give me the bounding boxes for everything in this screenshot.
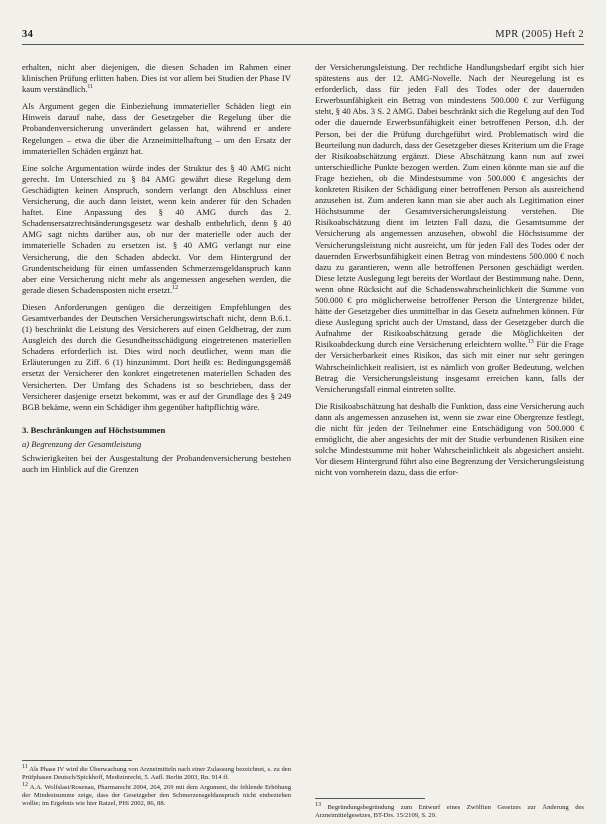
paragraph: Schwierigkeiten bei der Ausgestaltung der Probandenversicherung bestehen auch im Hinblick auf die Grenzen	[22, 453, 291, 475]
page-number: 34	[22, 29, 34, 40]
footnotes-left	[22, 752, 291, 810]
footnote-ref: 11	[87, 84, 94, 91]
footnote-ref: 13	[527, 339, 534, 346]
subsection-heading: a) Begrenzung der Gesamtleistung	[22, 438, 142, 449]
paragraph-text: erhalten, nicht aber diejenigen, die diesen Schaden im Rahmen einer klinischen Prüfung erlitten haben. Dies ist vor allem bei Studien der Phase IV kaum verständlich.	[22, 62, 291, 95]
running-header	[22, 22, 584, 45]
footnotes-right	[315, 790, 584, 822]
paragraph-text: Eine solche Argumentation würde indes der Struktur des § 40 AMG nicht gerecht. Im Unterschied zu § 84 AMG gewährt diese Regelung dem Geschädigten keinen Anspruch, sondern verlangt den Abschluss einer Versicherung, die auch dann leistet, wenn kein anderer für den Schaden haftet. Eine Anpassung des § 40 AMG durch das 2. Schadensersatzrechtsänderungsgesetz war deshalb entbehrlich, denn § 40 AMG sagt nichts darüber aus, ob nur der materielle oder auch der immaterielle Schaden zu ersetzen ist. § 40 AMG verlangt nur eine Versicherung, die den Schaden abdeckt. Vor dem Hintergrund der Grundentscheidung für einen umfassenden Schmerzensgeldanspruch kann aber eine Versicherung nicht mehr als angemessen angesehen werden, die gerade diesen Schadensposten nicht ersetzt.	[22, 162, 291, 295]
footnote-divider	[22, 760, 132, 761]
paragraph-text: der Versicherungsleistung. Der rechtliche Handlungsbedarf ergibt sich hier spätestens aus der 12. AMG-Novelle. Nach der Neuregelung ist es erforderlich, dass für jeden Fall des Todes oder der dauernden Erwerbsunfähigkeit ein Betrag von mindestens 500.000 € zur Verfügung steht, § 40 Abs. 3 S. 2 AMG. Dabei beschränkt sich die Regelung auf den Tod oder die dauernde Erwerbsunfähigkeit einer betroffenen Person, d.h. der Person, bei der die Prüfung durchgeführt wird. Problematisch wird die Beurteilung nun dadurch, dass der Gesetzgeber dieses Kriterium um die Frage der Risikoabschätzung ergänzt. Diese Abschätzung kann nun auf zwei unterschiedliche Punkte bezogen werden. Zum einen könnte man sie auf die Frage beziehen, ob die Mindestsumme von 500.000 € angesichts der konkreten Risiken der Schädigung einer betroffenen Person als ausreichend anzusehen ist. Zum anderen kann man sie aber auch als Legitimation einer Höchstsumme der Gesamtversicherungsleistung verstehen. Die Risikoabschätzung dient im letzten Fall dazu, die Gesamtsumme der Versicherung als angemessen anzusehen, obwohl die Höchstsumme der Versicherungsleistung nicht ausreicht, um für jeden Fall des Todes oder der dauernden Erwerbsunfähigkeit einen Betrag von mindestens 500.000 € noch dazu zu garantieren, wenn alle betroffenen Personen geschädigt werden. Diese letzte Auslegung legt bereits der Wortlaut der Bestimmung nahe. Denn, wenn ohne Rücksicht auf die Schadenswahrscheinlichkeit die Summe von 500.000 € pro möglicherweise betroffener Person die Untergrenze bildet, hätte der Gesetzgeber dies unmittelbar in das Gesetz aufnehmen können. Für diese Auslegung spricht auch der Umstand, dass der Gesetzgeber durch die Aufnahme der Risikoabschätzung gerade die Möglichkeiten der Risikoabdeckung durch eine Versicherung erleichtern wollte.	[315, 62, 584, 350]
paragraph: Diesen Anforderungen genügen die derzeitigen Empfehlungen des Gesamtverbandes der Deutschen Versicherungswirtschaft nicht, denn B.6.1.(1) beschränkt die Leistung des Versicherers auf einen Geldbetrag, der zum Ausgleich des durch die Gesundheitsschädigung eingetretenen materiellen Schadens erforderlich ist. Dies wird noch deutlicher, wenn man die Erläuterungen zu Ziff. 6 (1) hinzunimmt. Dort heißt es: Bedingungsgemäß ersetzt der Versicherer den konkret eingetretenen materiellen Schaden des Versicherten. Der Umfang des Schadens ist so beschrieben, dass der Versicherer dasjenige ersetzt bekommt, was er auf der Grundlage des § 249 BGB bekäme, wenn ein Schädiger ihm gegenüber haftpflichtig wäre.	[22, 301, 291, 412]
section-heading: 3. Beschränkungen auf Höchstsummen	[22, 424, 166, 435]
footnote	[22, 763, 291, 782]
footnote-text: A.A. Wolfslast/Rosenau, Pharmarecht 2004, 264, 269 mit dem Argument, die fehlende Erhöhung der Mindestsumme zeige, dass der Gesetzgeber den Schmerzensgeldanspruch nicht einbeziehen wollte; im Ergebnis wie hier Ratzel, PHi 2002, 86, 88.	[22, 784, 291, 807]
footnote-text: Begründungsbegründung zum Entwurf eines Zwölften Gesetzes zur Änderung des Arzneimittelgesetzes, BT-Drs. 15/2109, S. 29.	[315, 804, 584, 819]
footnote-divider	[315, 798, 425, 799]
paragraph: Die Risikoabschätzung hat deshalb die Funktion, dass eine Versicherung auch dann als angemessen anzusehen ist, wenn sie zwar eine Obergrenze festlegt, die nicht für jeden der Teilnehmer eine Entschädigung von 500.000 € ermöglicht, die aber angesichts der mit der Studie verbundenen Risiken eine solche Mindestsumme mit hoher Wahrscheinlichkeit als abgesichert ansieht. Vor diesem Hintergrund führt also eine Begrenzung der Versicherungsleistung nicht von vornherein dazu, dass die erfor-	[315, 400, 584, 478]
paragraph	[315, 62, 584, 395]
footnote-number: 11	[22, 763, 28, 770]
footnote-number: 12	[22, 781, 28, 788]
right-column	[315, 62, 584, 484]
paragraph: Als Argument gegen die Einbeziehung immaterieller Schäden liegt ein Hinweis darauf nahe, dass der Gesetzgeber die Regelung über die Probandenversicherung unverändert gelassen hat, während er andere Regelungen – etwa die über die Arzneimittelhaftung – um den Ersatz der immateriellen Schäden ergänzt hat.	[22, 101, 291, 156]
journal-reference: MPR (2005) Heft 2	[495, 29, 584, 40]
footnote-text: Als Phase IV wird die Überwachung von Arzneimitteln nach einer Zulassung bezeichnet, s. zu den Prüfphasen Deutsch/Spickhoff, Medizinrecht, 5. Aufl. Berlin 2003, Rn. 914 ff.	[22, 766, 291, 781]
footnote	[22, 781, 291, 808]
paragraph	[22, 163, 291, 296]
paragraph-text: Für die Frage der Versicherbarkeit eines Risikos, das sich mit einer nur sehr geringen Wahrscheinlichkeit realisiert, ist es nämlich von großer Bedeutung, welchen Betrag die Versicherungsleistung insgesamt erreichen kann, falls der Versicherungsfall einmal eintreten sollte.	[315, 339, 584, 394]
footnote-ref: 12	[172, 284, 179, 291]
paragraph	[22, 62, 291, 95]
footnote-number: 13	[315, 801, 321, 808]
footnote	[315, 801, 584, 820]
left-column	[22, 62, 291, 481]
